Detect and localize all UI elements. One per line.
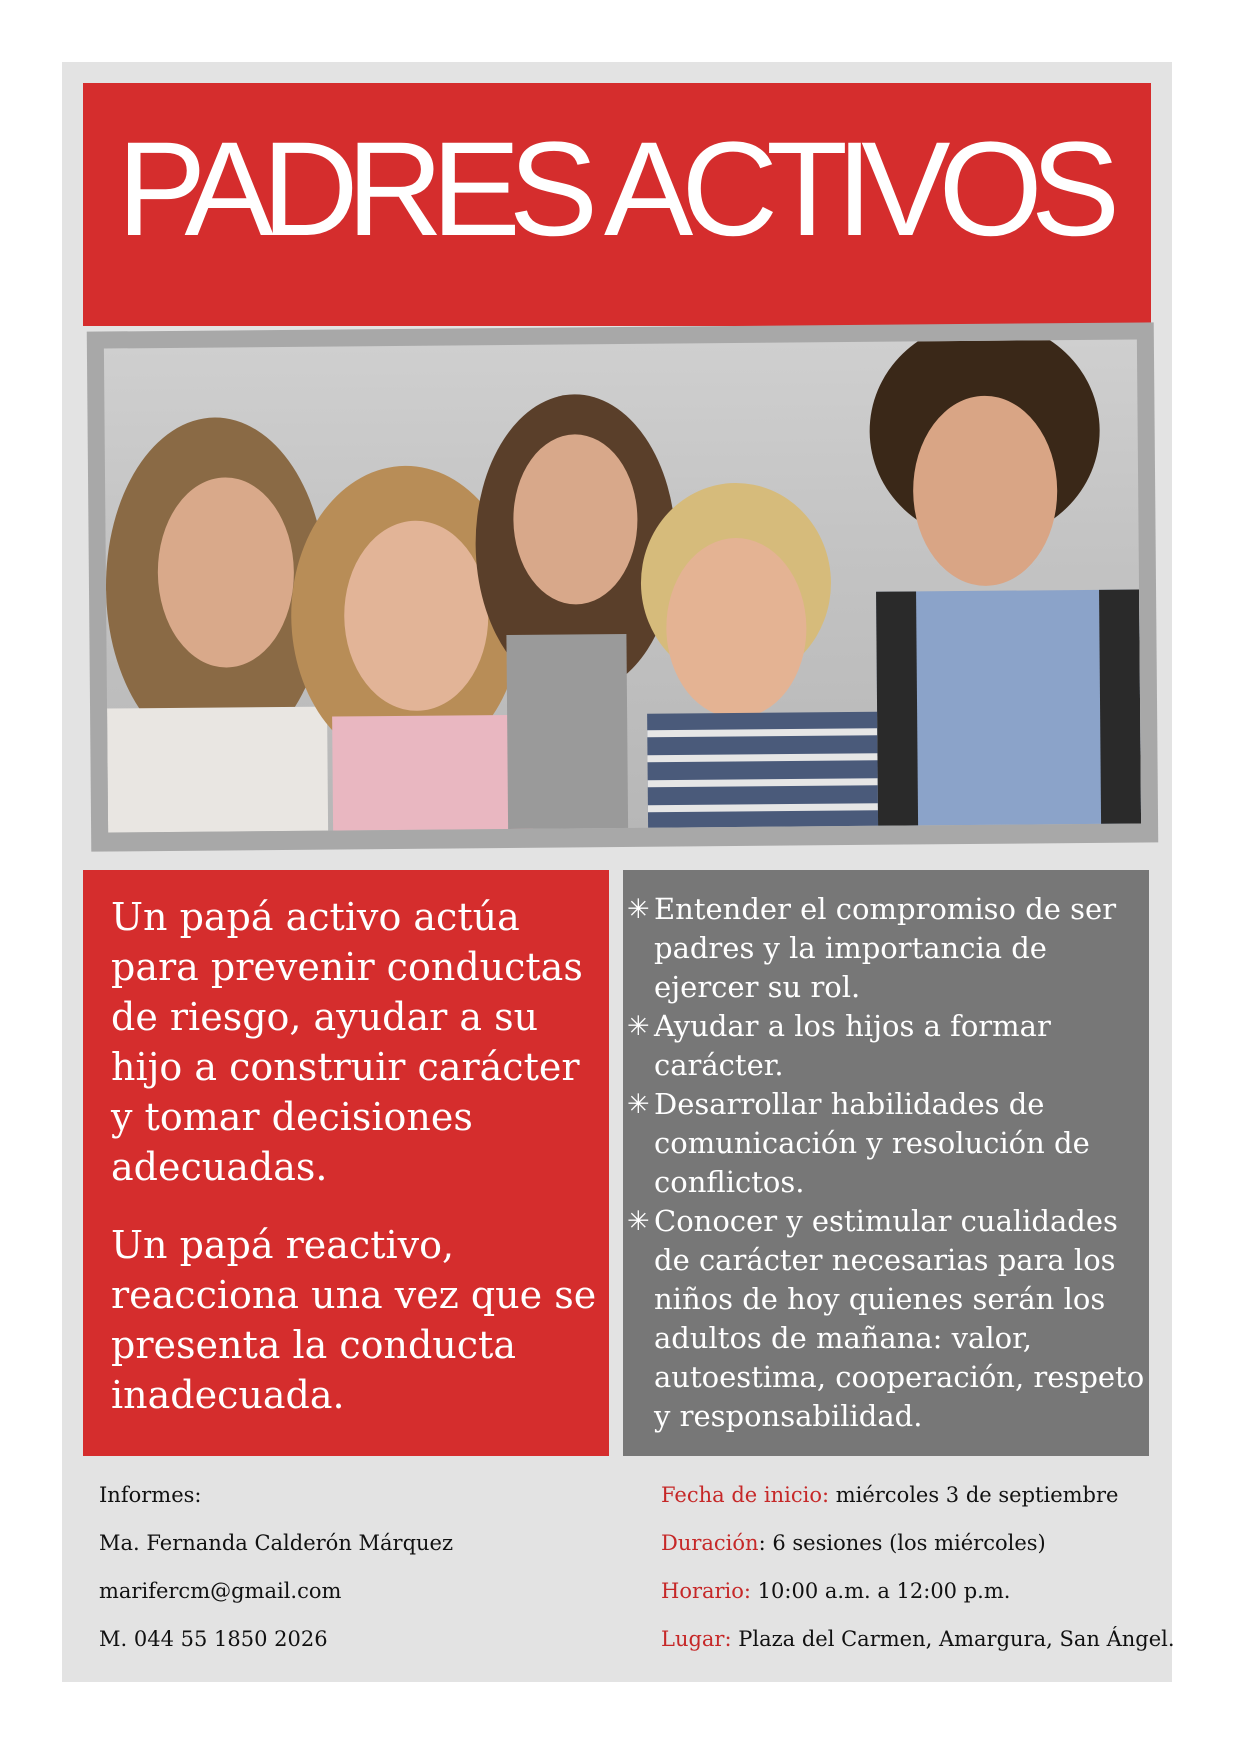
duration [661, 1528, 1175, 1576]
contact-info [99, 1480, 453, 1672]
title-banner [83, 83, 1151, 326]
objectives-panel [623, 870, 1149, 1456]
children-photo [104, 340, 1141, 833]
place [661, 1624, 1175, 1672]
start-date [661, 1480, 1175, 1528]
start-date-label: Fecha de inicio: [661, 1483, 830, 1507]
asterisk-icon: ✳ [627, 894, 650, 925]
page-title: PADRES ACTIVOS [117, 115, 1109, 264]
contact-name: Ma. Fernanda Calderón Márquez [99, 1531, 454, 1555]
photo-frame [87, 322, 1158, 851]
schedule-value: 10:00 a.m. a 12:00 p.m. [751, 1579, 1011, 1603]
contact-label: Informes: [99, 1483, 202, 1507]
asterisk-icon: ✳ [627, 1089, 650, 1120]
objectives-list [627, 890, 1147, 1436]
course-details [661, 1480, 1175, 1672]
duration-label: Duración [661, 1531, 759, 1555]
list-item [627, 1085, 1147, 1202]
contact-phone: M. 044 55 1850 2026 [99, 1627, 328, 1651]
children-photo-illustration [104, 340, 1141, 833]
schedule [661, 1576, 1175, 1624]
asterisk-icon: ✳ [627, 1011, 650, 1042]
contact-email[interactable]: marifercm@gmail.com [99, 1579, 342, 1603]
active-parent-panel [83, 870, 609, 1456]
place-value: Plaza del Carmen, Amargura, San Ángel. [731, 1627, 1175, 1651]
list-item-text: Ayudar a los hijos a formar carácter. [654, 1009, 1051, 1082]
duration-value: : 6 sesiones (los miércoles) [758, 1531, 1046, 1555]
asterisk-icon: ✳ [627, 1206, 650, 1237]
reactive-parent-paragraph: Un papá reactivo, reacciona una vez que se presenta la conducta inadecuada. [111, 1223, 597, 1417]
active-parent-paragraph: Un papá activo actúa para prevenir conductas de riesgo, ayudar a su hijo a construir carácter y tomar decisiones adecuadas. [111, 895, 583, 1189]
schedule-label: Horario: [661, 1579, 751, 1603]
list-item [627, 890, 1147, 1007]
start-date-value: miércoles 3 de septiembre [829, 1483, 1119, 1507]
list-item [627, 1007, 1147, 1085]
list-item-text: Entender el compromiso de ser padres y la importancia de ejercer su rol. [654, 892, 1117, 1004]
list-item [627, 1202, 1147, 1436]
place-label: Lugar: [661, 1627, 732, 1651]
list-item-text: Desarrollar habilidades de comunicación y resolución de conflictos. [654, 1087, 1090, 1199]
list-item-text: Conocer y estimular cualidades de carácter necesarias para los niños de hoy quienes serán los adultos de mañana: valor, autoestima, cooperación, respeto y responsabilidad. [654, 1204, 1145, 1433]
